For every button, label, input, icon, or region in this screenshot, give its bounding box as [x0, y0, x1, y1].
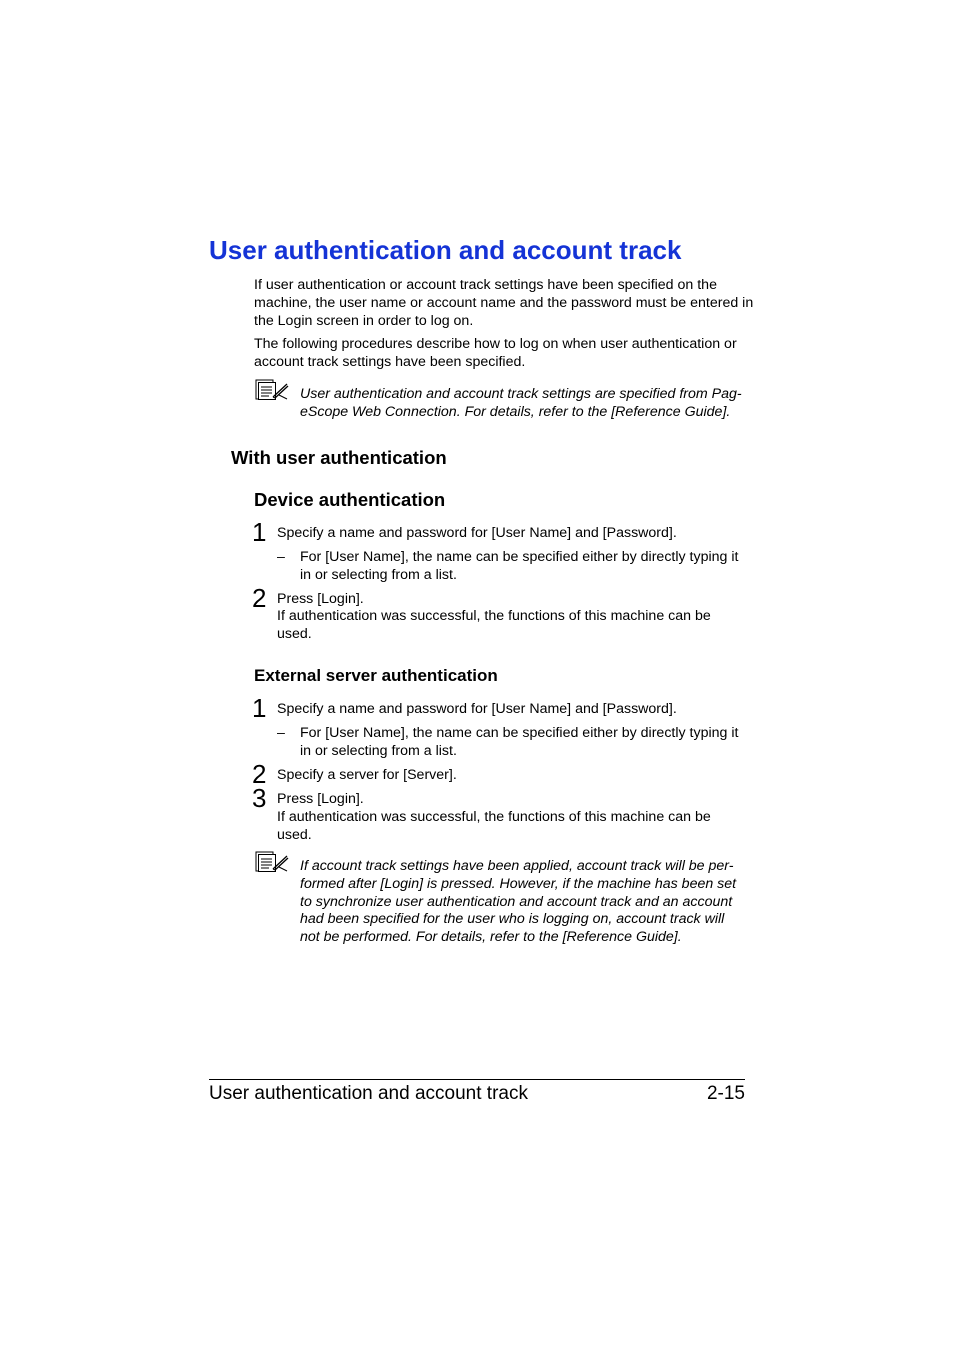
external-step-2-text: Specify a server for [Server]. [277, 767, 457, 783]
note-account-track: If account track settings have been applied, account track will be per-formed after [Login] is pressed. However, if the machine has been set to synchronize user authentication and account track and an account had been specified for the user who is logging on, account track will not be performed. For details, refer to the [Reference Guide]. [300, 858, 737, 946]
footer-page-number: 2-15 [706, 1083, 745, 1104]
intro-paragraph-1: If user authentication or account track settings have been specified on the machine, the user name or account name and the password must be entered in the Login screen in order to log on. [254, 277, 754, 329]
external-step-1-bullet: For [User Name], the name can be specified either by directly typing it in or selecting from a list. [300, 725, 739, 759]
device-step-1-bullet: For [User Name], the name can be specified either by directly typing it in or selecting from a list. [300, 549, 739, 583]
external-step-3-result: If authentication was successful, the functions of this machine can be used. [277, 809, 711, 843]
external-step-3-text: Press [Login]. [277, 791, 364, 807]
external-step-3-number: 3 [252, 783, 267, 813]
footer-section-title: User authentication and account track [209, 1083, 528, 1104]
device-step-2-number: 2 [252, 583, 267, 613]
external-step-1-text: Specify a name and password for [User Name] and [Password]. [277, 701, 677, 717]
external-step-1-dash: – [277, 725, 285, 741]
note-web-connection: User authentication and account track settings are specified from Pag-eScope Web Connection. For details, refer to the [Reference Guide]. [300, 386, 742, 420]
external-auth-heading: External server authentication [254, 666, 498, 685]
note-pen-icon [255, 851, 289, 873]
device-step-2-result: If authentication was successful, the functions of this machine can be used. [277, 608, 711, 642]
device-step-1-text: Specify a name and password for [User Name] and [Password]. [277, 525, 677, 541]
device-step-1-number: 1 [252, 517, 267, 547]
section-heading: With user authentication [231, 447, 447, 468]
device-step-1-dash: – [277, 549, 285, 565]
external-step-2-number: 2 [252, 759, 267, 789]
footer-divider [209, 1079, 745, 1080]
device-step-2-text: Press [Login]. [277, 591, 364, 607]
device-auth-heading: Device authentication [254, 489, 446, 510]
intro-paragraph-2: The following procedures describe how to log on when user authentication or account track settings have been specified. [254, 336, 737, 370]
page-title: User authentication and account track [209, 235, 682, 265]
note-pen-icon [255, 379, 289, 401]
external-step-1-number: 1 [252, 693, 267, 723]
